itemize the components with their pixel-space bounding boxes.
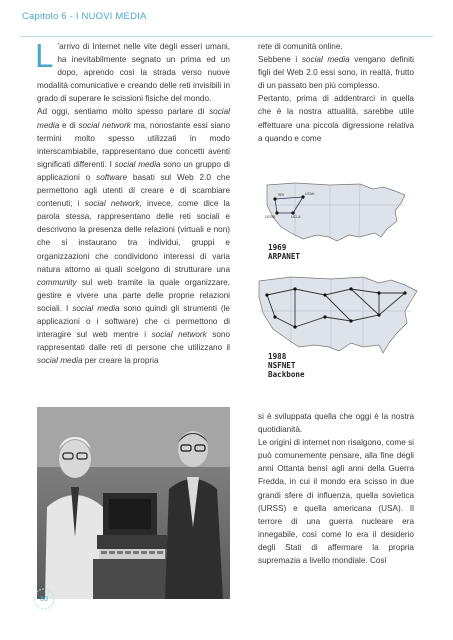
term: social media [301, 55, 350, 65]
node-label: UCSB [265, 215, 275, 219]
text-run: Sebbene i [258, 55, 302, 65]
text-run: ma, nonostante essi siano termini molto spesso utilizzati in modo interscambiabile, rappresentano due concetti aventi significati differenti. I [37, 120, 230, 169]
term: social media [37, 107, 230, 130]
right-line: rete di comunità online. [258, 42, 343, 51]
text-run: basati sul Web 2.0 che permettono agli utenti di creare e di scambiare contenuti; i [37, 172, 230, 209]
computer-pioneers-photo [37, 407, 230, 599]
network-maps-figure [255, 177, 418, 412]
nsfnet-map [259, 277, 417, 353]
page-number: 80 [40, 595, 48, 603]
term: software [96, 172, 128, 182]
text-run: sono un gruppo di applicazioni o [37, 159, 230, 182]
text-run: sono rappresentati dalle reti di persone che utilizzano il [37, 330, 231, 353]
chapter-header: Capitolo 6 - I NUOVI MEDIA [22, 11, 147, 22]
web20-paragraph [258, 53, 414, 92]
node-ucsb [275, 211, 278, 214]
digression-paragraph: Pertanto, prima di addentrarci in quella che è la nostra attualità, sarebbe utile effettuare una piccola digressione relativa a quando e come [258, 94, 414, 143]
nsfnet-year: 1988 [268, 352, 287, 361]
drop-cap: L [35, 37, 54, 74]
definitions-paragraph [37, 105, 230, 367]
text-run: sono quindi gli strumenti (le applicazioni o i software) che ci permettono di interagire sul web mentre i [37, 303, 230, 340]
term: social media [72, 303, 120, 313]
intro-text: ’arrivo di Internet nelle vite degli esseri umani, ha inevitabilmente segnato un prima ed un dopo, aprendo così la strada verso nuove modalità comunicative e creando delle reti invisibili in grado di superare le scissioni fisiche del mondo. [37, 42, 230, 104]
node-label: SRI [278, 193, 284, 197]
right-column-top [258, 40, 414, 145]
photo-illustration [37, 407, 230, 599]
text-run: sul web tramite la quale organizzare, gestire e vivere una parte delle proprie relazioni sociali. I [37, 277, 230, 313]
origins-paragraph: Le origini di internet non risalgono, come si può comunemente pensare, alla fine degli anni Ottanta bensì agli anni della Guerra Fredda, in cui il mondo era scisso in due grandi sfere di influenza, quella sovietica (URSS) e quella americana (USA). Il terrore di una guerra nucleare era innegabile, così come lo era il desiderio degli Stati di affermare la propria supremazia a livello mondiale. Così [258, 438, 414, 566]
term: social media [37, 356, 83, 366]
node-sri [273, 197, 276, 200]
node-label: UCLA [291, 215, 301, 219]
left-column [35, 37, 231, 367]
text-run: per creare la propria [82, 356, 159, 366]
term: social network [151, 330, 207, 340]
text-run: Ad oggi, sentiamo molto spesso parlare di [37, 107, 210, 117]
nsfnet-sublabel: Backbone [268, 370, 305, 379]
text-run: e di [59, 120, 79, 130]
term: social media [114, 159, 161, 169]
term: social network [78, 120, 131, 130]
page-number-badge [33, 588, 55, 610]
arpanet-year: 1969 [268, 243, 287, 252]
text-run: vengano definiti figli del Web 2.0 essi sono, in realtà, frutto di un passato ben più complesso. [258, 55, 414, 91]
term: social network [84, 199, 140, 209]
node-label: UTAH [305, 192, 315, 196]
nsfnet-label: NSFNET [268, 361, 296, 370]
term: community [37, 277, 77, 287]
arpanet-label: ARPANET [268, 252, 301, 261]
intro-paragraph [35, 37, 230, 105]
right-column-bottom [258, 410, 414, 567]
text-run: , invece, come dice la parola stessa, rappresentano delle reti sociali e descrivono la presenza delle relazioni (virtuali e non) che si instaurano tra individui, gruppi e organizzazioni che condividono interessi di varia natura attorno ai quali scelgono di strutturare una [37, 199, 230, 274]
everyday-paragraph: si è sviluppata quella che oggi è la nostra quotidianità. [258, 412, 414, 435]
header-divider [20, 36, 433, 37]
arpanet-map [265, 183, 405, 241]
